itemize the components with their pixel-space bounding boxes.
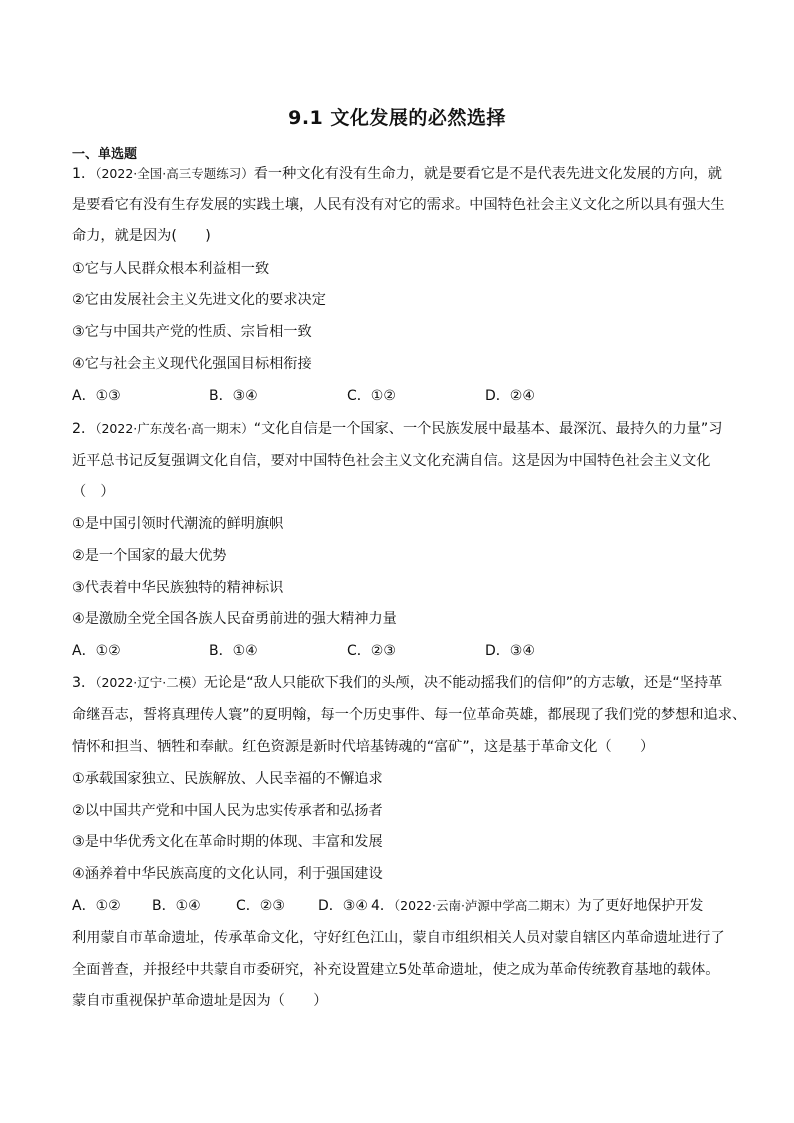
q1-statement-3: ③它与中国共产党的性质、宗旨相一致 bbox=[72, 324, 312, 340]
q2-option-d: D．③④ bbox=[485, 643, 535, 659]
q3-stem-line-1 bbox=[72, 673, 732, 693]
q1-source: （2022·全国·高三专题练习） bbox=[95, 166, 254, 181]
q1-stem-line-2: 是要看它有没有生存发展的实践土壤，人民有没有对它的需求。中国特色社会主义文化之所以具有强大生 bbox=[72, 197, 725, 213]
q2-stem-text: “文化自信是一个国家、一个民族发展中最基本、最深沉、最持久的力量”习 bbox=[253, 421, 723, 437]
q1-stem-line-1 bbox=[72, 164, 732, 184]
q4-stem-line-4: 蒙自市重视保护革命遗址是因为（ ） bbox=[72, 993, 328, 1009]
q2-number: 2． bbox=[72, 421, 96, 437]
q2-option-c: C．②③ bbox=[347, 643, 396, 659]
q1-option-a: A．①③ bbox=[72, 388, 121, 404]
q2-stem-line-2: 近平总书记反复强调文化自信，要对中国特色社会主义文化充满自信。这是因为中国特色社会主义文化 bbox=[72, 453, 711, 469]
q2-option-b: B．①④ bbox=[209, 643, 258, 659]
q2-source: （2022·广东茂名·高一期末） bbox=[95, 421, 254, 436]
q4-stem-line-1 bbox=[371, 896, 703, 916]
q2-stem-line-1 bbox=[72, 419, 732, 439]
q1-stem-text: 看一种文化有没有生命力，就是要看它是不是代表先进文化发展的方向，就 bbox=[253, 166, 722, 182]
q3-statement-4: ④涵养着中华民族高度的文化认同，利于强国建设 bbox=[72, 866, 383, 882]
q4-stem-line-3: 全面普查，并报经中共蒙自市委研究，补充设置建立5处革命遗址，使之成为革命传统教育基地的载体。 bbox=[72, 962, 720, 978]
q3-stem-text: 无论是“敌人只能砍下我们的头颅，决不能动摇我们的信仰”的方志敏，还是“坚持革 bbox=[203, 675, 723, 691]
q3-source: （2022·辽宁·二模） bbox=[95, 675, 204, 690]
q4-stem-text: 为了更好地保护开发 bbox=[577, 898, 704, 914]
q2-statement-1: ①是中国引领时代潮流的鲜明旗帜 bbox=[72, 516, 284, 532]
q2-statement-2: ②是一个国家的最大优势 bbox=[72, 548, 227, 564]
q3-option-d: D．③④ bbox=[318, 898, 368, 914]
q1-statement-4: ④它与社会主义现代化强国目标相衔接 bbox=[72, 356, 312, 372]
page-title: 9.1 文化发展的必然选择 bbox=[288, 107, 506, 129]
q3-statement-2: ②以中国共产党和中国人民为忠实传承者和弘扬者 bbox=[72, 803, 383, 819]
q1-option-c: C．①② bbox=[347, 388, 396, 404]
q3-stem-line-2: 命继吾志，誓将真理传人寰”的夏明翰，每一个历史事件、每一位革命英雄，都展现了我们党的梦想和追求、 bbox=[72, 707, 747, 723]
q3-statement-1: ①承载国家独立、民族解放、人民幸福的不懈追求 bbox=[72, 771, 383, 787]
q2-option-a: A．①② bbox=[72, 643, 121, 659]
q1-stem-line-3: 命力，就是因为( ) bbox=[72, 228, 211, 244]
q1-statement-2: ②它由发展社会主义先进文化的要求决定 bbox=[72, 292, 326, 308]
q2-statement-4: ④是激励全党全国各族人民奋勇前进的强大精神力量 bbox=[72, 611, 397, 627]
q1-number: 1． bbox=[72, 166, 96, 182]
q3-stem-line-3: 情怀和担当、牺牲和奉献。红色资源是新时代培基铸魂的“富矿”，这是基于革命文化（ ） bbox=[72, 739, 655, 755]
q4-stem-line-2: 利用蒙自市革命遗址，传承革命文化，守好红色江山，蒙自市组织相关人员对蒙自辖区内革命遗址进行了 bbox=[72, 930, 725, 946]
q1-option-d: D．②④ bbox=[485, 388, 535, 404]
q3-statement-3: ③是中华优秀文化在革命时期的体现、丰富和发展 bbox=[72, 834, 383, 850]
q3-option-b: B．①④ bbox=[152, 898, 201, 914]
q3-number: 3． bbox=[72, 675, 96, 691]
q2-statement-3: ③代表着中华民族独特的精神标识 bbox=[72, 580, 284, 596]
q2-stem-line-3: （ ） bbox=[72, 484, 115, 500]
q1-option-b: B．③④ bbox=[209, 388, 258, 404]
q1-statement-1: ①它与人民群众根本利益相一致 bbox=[72, 261, 270, 277]
section-heading: 一、单选题 bbox=[72, 147, 138, 162]
q3-option-c: C．②③ bbox=[236, 898, 285, 914]
q3-option-a: A．①② bbox=[72, 898, 121, 914]
q4-source: （2022·云南·泸源中学高二期末） bbox=[393, 898, 578, 913]
q4-number: 4． bbox=[371, 898, 394, 914]
